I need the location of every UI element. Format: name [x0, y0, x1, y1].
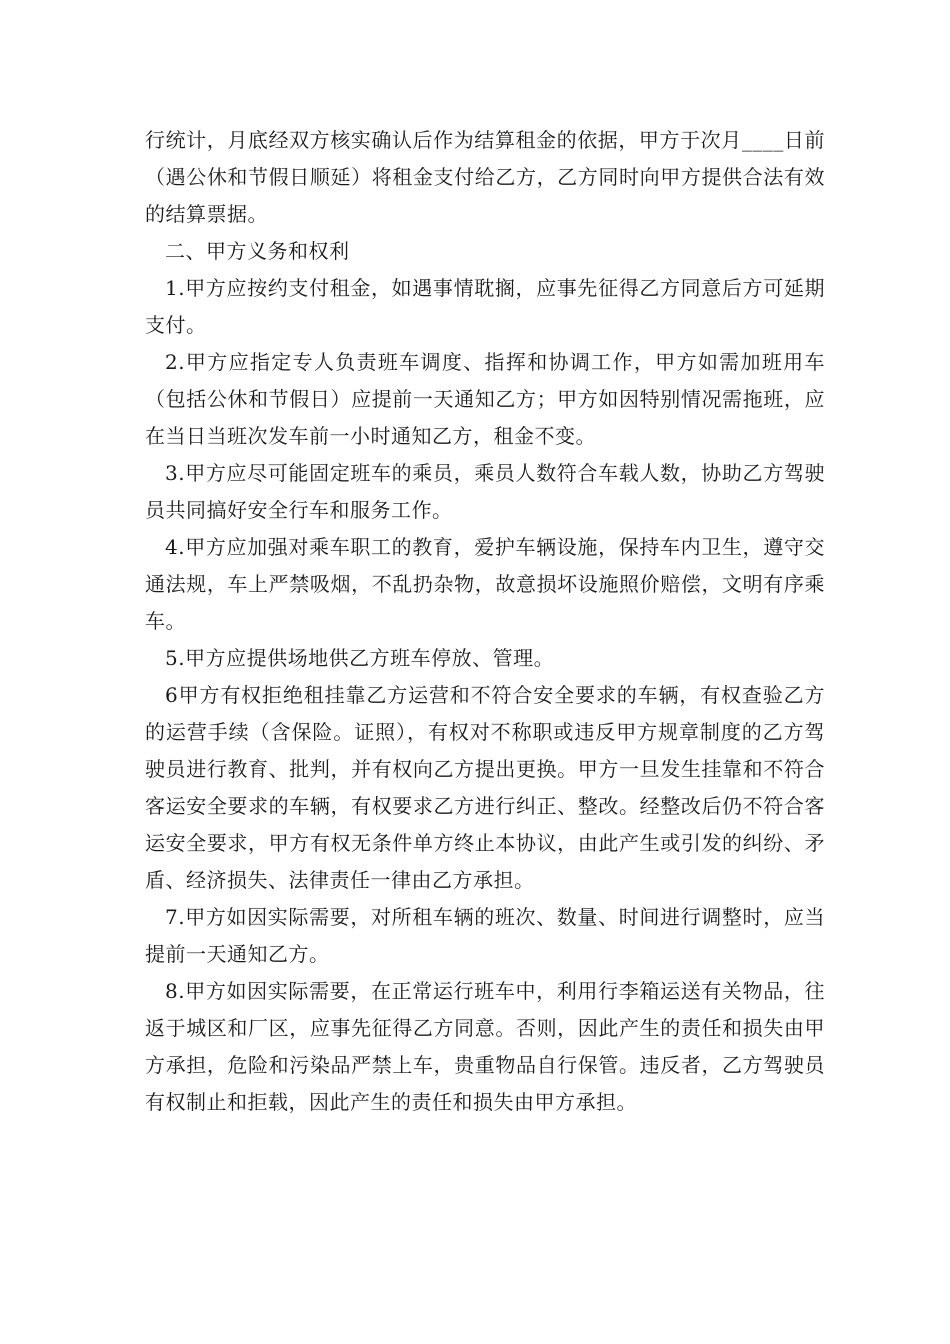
clause-7: 7.甲方如因实际需要，对所租车辆的班次、数量、时间进行调整时，应当提前一天通知乙方。 [145, 905, 825, 966]
document-body [145, 122, 825, 1121]
paragraph-continuation: 行统计，月底经双方核实确认后作为结算租金的依据，甲方于次月____日前（遇公休和节假日顺延）将租金支付给乙方，乙方同时向甲方提供合法有效的结算票据。 [145, 128, 825, 226]
clause-6: 6甲方有权拒绝租挂靠乙方运营和不符合安全要求的车辆，有权查验乙方的运营手续（含保险。证照），有权对不称职或违反甲方规章制度的乙方驾驶员进行教育、批判，并有权向乙方提出更换。甲方一旦发生挂靠和不符合客运安全要求的车辆，有权要求乙方进行纠正、整改。经整改后仍不符合客运安全要求，甲方有权无条件单方终止本协议，由此产生或引发的纠纷、矛盾、经济损失、法律责任一律由乙方承担。 [145, 683, 825, 892]
clause-8: 8.甲方如因实际需要，在正常运行班车中，利用行李箱运送有关物品，往返于城区和厂区，应事先征得乙方同意。否则，因此产生的责任和损失由甲方承担，危险和污染品严禁上车，贵重物品自行保管。违反者，乙方驾驶员有权制止和拒载，因此产生的责任和损失由甲方承担。 [145, 979, 825, 1114]
section-heading-party-a-obligations: 二、甲方义务和权利 [165, 239, 350, 263]
clause-1: 1.甲方应按约支付租金，如遇事情耽搁，应事先征得乙方同意后方可延期支付。 [145, 276, 825, 337]
clause-4: 4.甲方应加强对乘车职工的教育，爱护车辆设施，保持车内卫生，遵守交通法规，车上严禁吸烟，不乱扔杂物，故意损坏设施照价赔偿，文明有序乘车。 [145, 535, 825, 633]
clause-2: 2.甲方应指定专人负责班车调度、指挥和协调工作，甲方如需加班用车（包括公休和节假日）应提前一天通知乙方；甲方如因特别情况需拖班，应在当日当班次发车前一小时通知乙方，租金不变。 [145, 350, 825, 448]
clause-3: 3.甲方应尽可能固定班车的乘员，乘员人数符合车载人数，协助乙方驾驶员共同搞好安全行车和服务工作。 [145, 461, 825, 522]
clause-5: 5.甲方应提供场地供乙方班车停放、管理。 [165, 646, 555, 670]
